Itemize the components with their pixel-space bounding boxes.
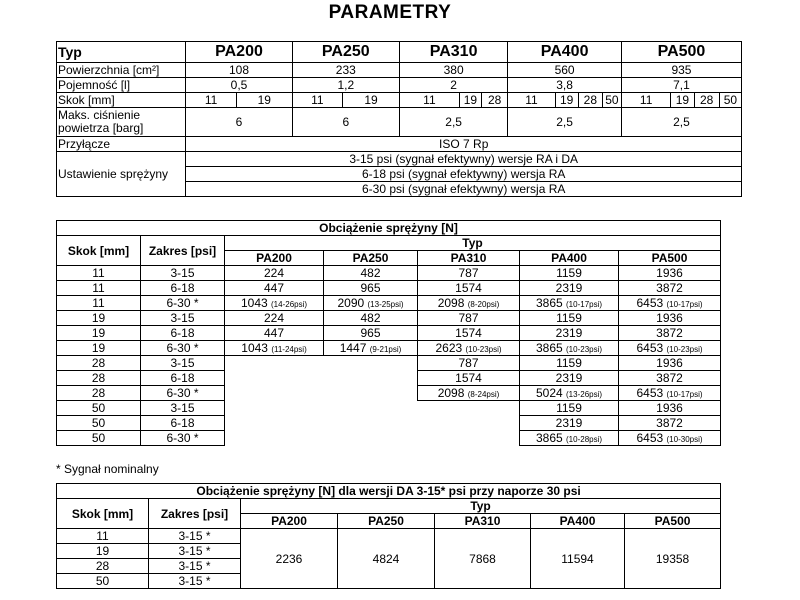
- table-cell: 3,8: [508, 78, 622, 93]
- table-cell: 380: [399, 63, 507, 78]
- table-cell: [619, 386, 721, 401]
- table-cell: 2: [399, 78, 507, 93]
- table-cell: 7868: [435, 529, 531, 589]
- table-cell: 3-15: [141, 356, 225, 371]
- model-header: PA200: [186, 42, 292, 63]
- load-value: 1159: [556, 311, 582, 325]
- load-value: 965: [360, 326, 381, 340]
- table-cell: 11: [57, 529, 149, 544]
- load-value: 3865: [535, 296, 563, 310]
- empty-cell: [324, 401, 418, 416]
- load-value: 447: [263, 326, 285, 340]
- table-cell: 3-15 *: [149, 529, 241, 544]
- table-cell: 50: [57, 431, 141, 446]
- table-row: [57, 78, 742, 93]
- table-cell: 11: [621, 93, 670, 108]
- table-cell: 6-18: [141, 326, 225, 341]
- signal-range: (10-23psi): [465, 345, 502, 354]
- signal-range: (11-24psi): [271, 345, 307, 354]
- signal-range: (10-17psi): [566, 300, 603, 309]
- load-value: 1574: [455, 281, 482, 295]
- table-cell: 7,1: [621, 78, 741, 93]
- table-title: Obciążenie sprężyny [N]: [57, 221, 721, 236]
- table-cell: 50: [602, 93, 621, 108]
- table-cell: 6-30 *: [141, 386, 225, 401]
- load-value: 2319: [555, 371, 583, 385]
- table-cell: [418, 266, 520, 281]
- table-cell: 28: [57, 559, 149, 574]
- model-header: PA400: [508, 42, 622, 63]
- signal-range: (8-24psi): [467, 390, 500, 399]
- load-value: 2319: [555, 416, 583, 430]
- table-cell: [520, 266, 619, 281]
- table-cell: 50: [57, 401, 141, 416]
- table-cell: 50: [719, 93, 741, 108]
- table-cell: [225, 326, 324, 341]
- load-value: 6453: [636, 431, 664, 445]
- load-value: 2090: [337, 296, 365, 310]
- table-cell: 1,2: [292, 78, 399, 93]
- load-value: 787: [458, 266, 479, 280]
- table-cell: 19: [57, 341, 141, 356]
- table-cell: [520, 416, 619, 431]
- load-value: 2319: [555, 326, 583, 340]
- table-cell: [619, 266, 721, 281]
- table-cell: [619, 371, 721, 386]
- table-cell: [520, 371, 619, 386]
- table-cell: [418, 356, 520, 371]
- model-header: PA400: [531, 514, 625, 529]
- table-cell: [619, 296, 721, 311]
- load-value: 2623: [435, 341, 463, 355]
- table-row: [57, 529, 721, 544]
- row-label: Maks. ciśnienie powietrza [barg]: [57, 108, 186, 137]
- table-cell: [225, 281, 324, 296]
- model-header: PA250: [292, 42, 399, 63]
- signal-range: (10-23psi): [666, 345, 703, 354]
- signal-range: (10-17psi): [666, 300, 703, 309]
- table-row: [57, 416, 721, 431]
- empty-cell: [324, 386, 418, 401]
- load-value: 3872: [656, 281, 683, 295]
- model-header: PA200: [225, 251, 324, 266]
- table-cell: 11: [57, 266, 141, 281]
- table-cell: 6-18: [141, 371, 225, 386]
- table-cell: 11: [292, 93, 342, 108]
- model-header: PA250: [324, 251, 418, 266]
- table-cell: 560: [508, 63, 622, 78]
- load-value: 3872: [656, 371, 683, 385]
- parameters-table: [56, 41, 742, 197]
- load-value: 3865: [535, 341, 563, 355]
- table-cell: 19: [671, 93, 694, 108]
- empty-cell: [418, 431, 520, 446]
- table-row: [57, 266, 721, 281]
- table-cell: 6-18: [141, 416, 225, 431]
- table-cell: 6-30 *: [141, 431, 225, 446]
- model-header: PA310: [418, 251, 520, 266]
- signal-range: (10-30psi): [666, 435, 703, 444]
- load-value: 1936: [656, 311, 683, 325]
- model-header: PA500: [621, 42, 741, 63]
- table-cell: [225, 266, 324, 281]
- table-cell: 3-15 *: [149, 544, 241, 559]
- table-cell: [619, 311, 721, 326]
- table-row: [57, 137, 742, 152]
- table-cell: [225, 311, 324, 326]
- empty-cell: [225, 386, 324, 401]
- table-cell: 28: [57, 386, 141, 401]
- row-label: Skok [mm]: [57, 93, 186, 108]
- table-row: [57, 386, 721, 401]
- table-row: [57, 356, 721, 371]
- table-cell: [418, 281, 520, 296]
- signal-range: (10-17psi): [666, 390, 703, 399]
- load-value: 1159: [556, 401, 582, 415]
- table-cell: 19358: [625, 529, 721, 589]
- page-title: PARAMETRY: [328, 2, 452, 23]
- table-cell: [324, 281, 418, 296]
- load-value: 447: [263, 281, 285, 295]
- table-cell: [619, 341, 721, 356]
- table-cell: 0,5: [186, 78, 292, 93]
- load-value: 1043: [240, 296, 268, 310]
- load-value: 3865: [535, 431, 563, 445]
- table-cell: [520, 341, 619, 356]
- load-value: 787: [458, 356, 479, 370]
- empty-cell: [418, 416, 520, 431]
- empty-cell: [324, 371, 418, 386]
- table-row: [57, 42, 742, 63]
- table-cell: 4824: [338, 529, 435, 589]
- load-value: 6453: [636, 296, 664, 310]
- table-cell: 19: [57, 326, 141, 341]
- row-label: Powierzchnia [cm²]: [57, 63, 186, 78]
- empty-cell: [225, 431, 324, 446]
- table-row: [57, 63, 742, 78]
- model-header: PA400: [520, 251, 619, 266]
- table-cell: [324, 311, 418, 326]
- table-cell: 6-18 psi (sygnał efektywny) wersja RA: [186, 167, 742, 182]
- table-cell: 28: [694, 93, 719, 108]
- table-cell: 11: [508, 93, 555, 108]
- table-cell: [619, 326, 721, 341]
- load-value: 2319: [555, 281, 583, 295]
- spring-load-table: [56, 220, 721, 446]
- table-cell: 28: [578, 93, 602, 108]
- table-cell: 3-15: [141, 266, 225, 281]
- typ-header: Typ: [57, 42, 186, 63]
- empty-cell: [225, 371, 324, 386]
- table-cell: 2,5: [508, 108, 622, 137]
- table-cell: 6-30 *: [141, 296, 225, 311]
- load-value: 224: [263, 311, 285, 325]
- table-row: [57, 281, 721, 296]
- zakres-header: Zakres [psi]: [141, 236, 225, 266]
- table-row: [57, 326, 721, 341]
- table-cell: [619, 281, 721, 296]
- table-row: [57, 431, 721, 446]
- table-cell: [619, 356, 721, 371]
- load-value: 1574: [455, 371, 482, 385]
- table-row: [57, 401, 721, 416]
- load-value: 1447: [339, 341, 367, 355]
- load-value: 6453: [636, 386, 664, 400]
- table-cell: 3-15: [141, 401, 225, 416]
- table-cell: 19: [57, 544, 149, 559]
- table-cell: 233: [292, 63, 399, 78]
- da-spring-load-table: [56, 483, 721, 589]
- table-cell: [418, 371, 520, 386]
- table-cell: [619, 401, 721, 416]
- table-cell: [418, 341, 520, 356]
- signal-range: (9-21psi): [369, 345, 402, 354]
- table-cell: 19: [459, 93, 481, 108]
- table-row: [57, 341, 721, 356]
- table-cell: 2236: [241, 529, 338, 589]
- table-cell: 935: [621, 63, 741, 78]
- load-value: 224: [263, 266, 285, 280]
- table-cell: 6-30 psi (sygnał efektywny) wersja RA: [186, 182, 742, 197]
- table-cell: 11: [57, 296, 141, 311]
- table-cell: [619, 416, 721, 431]
- table-cell: 3-15 psi (sygnał efektywny) wersje RA i DA: [186, 152, 742, 167]
- table-cell: [418, 296, 520, 311]
- table-cell: 28: [481, 93, 507, 108]
- table-row: [57, 221, 721, 236]
- table-row: [57, 108, 742, 137]
- empty-cell: [225, 416, 324, 431]
- table-cell: [520, 281, 619, 296]
- table-cell: [520, 401, 619, 416]
- table-cell: 19: [236, 93, 292, 108]
- load-value: 3872: [656, 326, 683, 340]
- signal-range: (10-23psi): [566, 345, 603, 354]
- table-cell: 3-15 *: [149, 574, 241, 589]
- table-cell: 11: [57, 281, 141, 296]
- signal-range: (13-25psi): [367, 300, 404, 309]
- table-row: [57, 93, 742, 108]
- table-cell: 28: [57, 371, 141, 386]
- load-value: 482: [360, 266, 381, 280]
- table-title: Obciążenie sprężyny [N] dla wersji DA 3-15* psi przy naporze 30 psi: [57, 484, 721, 499]
- table-cell: 3-15: [141, 311, 225, 326]
- row-label: Pojemność [l]: [57, 78, 186, 93]
- table-cell: 3-15 *: [149, 559, 241, 574]
- load-value: 1574: [455, 326, 482, 340]
- load-value: 3872: [656, 416, 683, 430]
- table-cell: [418, 311, 520, 326]
- load-value: 1043: [241, 341, 268, 355]
- signal-range: (13-26psi): [566, 390, 603, 399]
- table-cell: [324, 341, 418, 356]
- skok-header: Skok [mm]: [57, 236, 141, 266]
- table-cell: 11: [186, 93, 236, 108]
- signal-range: (8-20psi): [467, 300, 500, 309]
- table-cell: 11: [399, 93, 459, 108]
- table-cell: 6: [292, 108, 399, 137]
- row-label: Przyłącze: [57, 137, 186, 152]
- load-value: 5024: [535, 386, 563, 400]
- table-cell: [520, 311, 619, 326]
- table-row: [57, 371, 721, 386]
- table-cell: [520, 296, 619, 311]
- table-cell: [520, 386, 619, 401]
- typ-header: Typ: [225, 236, 721, 251]
- table-cell: 108: [186, 63, 292, 78]
- load-value: 6453: [636, 341, 664, 355]
- table-cell: [520, 356, 619, 371]
- model-header: PA200: [241, 514, 338, 529]
- table-cell: 2,5: [621, 108, 741, 137]
- table-cell: 6-30 *: [141, 341, 225, 356]
- table-cell: 2,5: [399, 108, 507, 137]
- load-value: 1159: [556, 356, 582, 370]
- table-cell: 19: [57, 311, 141, 326]
- skok-header: Skok [mm]: [57, 499, 149, 529]
- table-cell: [418, 386, 520, 401]
- load-value: 2098: [437, 386, 465, 400]
- empty-cell: [324, 356, 418, 371]
- table-cell: [324, 296, 418, 311]
- load-value: 1159: [556, 266, 582, 280]
- model-header: PA500: [625, 514, 721, 529]
- load-value: 787: [458, 311, 479, 325]
- signal-range: (10-28psi): [566, 435, 603, 444]
- model-header: PA250: [338, 514, 435, 529]
- model-header: PA310: [435, 514, 531, 529]
- table-cell: 19: [343, 93, 400, 108]
- table-row: [57, 484, 721, 499]
- model-header: PA310: [399, 42, 507, 63]
- table-row: [57, 152, 742, 167]
- load-value: 1936: [656, 266, 683, 280]
- table-cell: [520, 431, 619, 446]
- table-cell: 19: [555, 93, 578, 108]
- table-cell: 28: [57, 356, 141, 371]
- empty-cell: [225, 401, 324, 416]
- zakres-header: Zakres [psi]: [149, 499, 241, 529]
- table-cell: [225, 341, 324, 356]
- signal-range: (14-26psi): [271, 300, 308, 309]
- table-row: [57, 311, 721, 326]
- model-header: PA500: [619, 251, 721, 266]
- empty-cell: [225, 356, 324, 371]
- table-cell: 11594: [531, 529, 625, 589]
- table-cell: [324, 266, 418, 281]
- load-value: 1936: [656, 401, 683, 415]
- typ-header: Typ: [241, 499, 721, 514]
- table-row: [57, 296, 721, 311]
- table-cell: [225, 296, 324, 311]
- table-cell: [418, 326, 520, 341]
- table-cell: [520, 326, 619, 341]
- table-cell: [324, 326, 418, 341]
- load-value: 482: [360, 311, 381, 325]
- table-cell: 50: [57, 416, 141, 431]
- table-cell: ISO 7 Rp: [186, 137, 742, 152]
- empty-cell: [324, 416, 418, 431]
- row-label: Ustawienie sprężyny: [57, 152, 186, 197]
- empty-cell: [418, 401, 520, 416]
- table-row: [57, 499, 721, 514]
- load-value: 1936: [656, 356, 683, 370]
- footnote: * Sygnał nominalny: [56, 462, 159, 476]
- empty-cell: [324, 431, 418, 446]
- table-cell: [619, 431, 721, 446]
- load-value: 965: [360, 281, 381, 295]
- table-cell: 6: [186, 108, 292, 137]
- table-row: [57, 236, 721, 251]
- load-value: 2098: [437, 296, 465, 310]
- table-cell: 6-18: [141, 281, 225, 296]
- table-cell: 50: [57, 574, 149, 589]
